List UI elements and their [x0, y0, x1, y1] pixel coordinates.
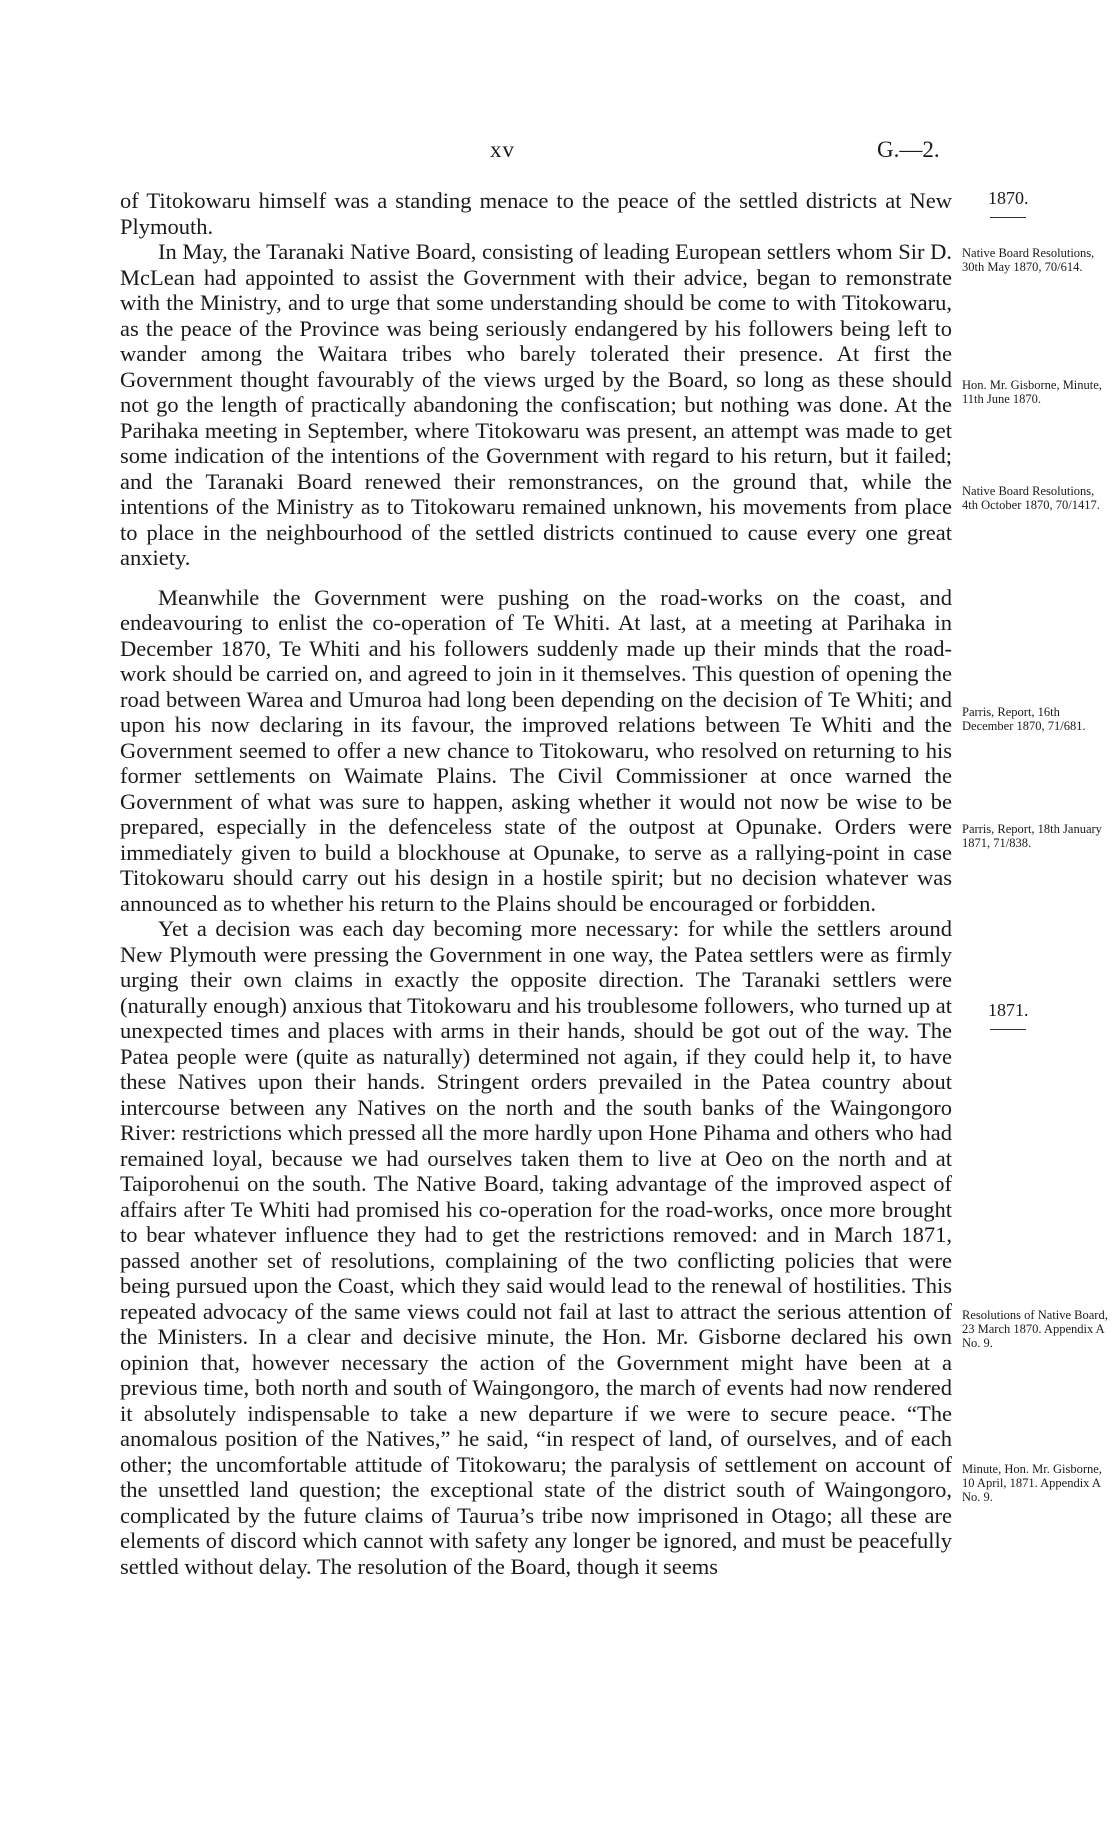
page-number: xv: [490, 137, 515, 162]
paragraph: Yet a decision was each day becoming more necessary: for while the settlers around New Plymouth were pressing the Government in one way, the Patea settlers were as firmly urging their own claims in exactly the opposite direction. The Taranaki settlers were (naturally enough) anxious that Titokowaru and his troublesome followers, who turned up at unexpected times and places with arms in their hands, should be got out of the way. The Patea people were (quite as naturally) determined not again, if they could help it, to have these Natives upon their hands. Stringent orders prevailed in the Patea country about intercourse between any Natives on the north and the south banks of the Waingongoro River: restrictions which pressed all the more hardly upon Hone Pihama and others who had remained loyal, because we had ourselves taken them to live at Oeo on the north and at Taiporohenui on the south. The Native Board, taking advantage of the improved aspect of affairs after Te Whiti had promised his co-operation for the road-works, once more brought to bear whatever influence they had to get the restrictions removed: and in March 1871, passed another set of resolutions, complaining of the two conflicting policies that were being pursued upon the Coast, which they said would lead to the renewal of hostilities. This repeated advocacy of the same views could not fail at last to attract the serious attention of the Ministers. In a clear and decisive minute, the Hon. Mr. Gisborne declared his own opinion that, however necessary the action of the Government might have been at a previous time, both north and south of Waingongoro, the march of events had now rendered it absolutely indispensable to take a new departure if we were to secure peace. “The anomalous position of the Natives,” he said, “in respect of land, of ourselves, and of each other; the uncomfortable attitude of Titokowaru; the paralysis of settlement on account of the unsettled land question; the exceptional state of the district south of Waingongoro, complicated by the future claims of Taurua’s tribe now imprisoned in Otago; all these are elements of discord which cannot with safety any longer be ignored, and must be peacefully settled without delay. The resolution of the Board, though it seems: [120, 916, 952, 1579]
side-note: Parris, Report, 18th January 1871, 71/838.: [962, 822, 1102, 850]
side-note: Resolutions of Native Board, 23 March 1870. Appendix A No. 9.: [962, 1308, 1108, 1350]
document-code: G.—2.: [877, 137, 940, 162]
margin-year: [988, 188, 1029, 218]
year-rule: [990, 217, 1026, 218]
side-note: Hon. Mr. Gisborne, Minute, 11th June 1870.: [962, 378, 1102, 406]
page-header: [0, 137, 1114, 167]
year-label: 1871.: [988, 1000, 1029, 1020]
year-label: 1870.: [988, 188, 1029, 208]
paragraph: In May, the Taranaki Native Board, consisting of leading European settlers whom Sir D. McLean had appointed to assist the Government with their advice, began to remonstrate with the Ministry, and to urge that some understanding should be come to with Titokowaru, as the peace of the Province was being seriously endangered by his followers being left to wander among the Waitara tribes who barely tolerated their presence. At first the Government thought favourably of the views urged by the Board, so long as these should not go the length of practically abandoning the confiscation; but nothing was done. At the Parihaka meeting in September, where Titokowaru was present, an attempt was made to get some indication of the intentions of the Government with regard to his return, but it failed; and the Taranaki Board renewed their remonstrances, on the ground that, while the intentions of the Ministry as to Titokowaru remained unknown, his movements from place to place in the neighbourhood of the settled districts continued to cause every one great anxiety.: [120, 239, 952, 570]
side-note: Native Board Resolutions, 4th October 1870, 70/1417.: [962, 484, 1100, 512]
body-text: [120, 188, 952, 1579]
side-note: Parris, Report, 16th December 1870, 71/681.: [962, 705, 1086, 733]
paragraph: of Titokowaru himself was a standing menace to the peace of the settled districts at New Plymouth.: [120, 188, 952, 239]
margin-year: [988, 1000, 1029, 1030]
paragraph: Meanwhile the Government were pushing on the road-works on the coast, and endeavouring to enlist the co-operation of Te Whiti. At last, at a meeting at Parihaka in December 1870, Te Whiti and his followers suddenly made up their minds that the road-work should be carried on, and agreed to join in it themselves. This question of opening the road between Warea and Umuroa had long been depending on the decision of Te Whiti; and upon his now declaring in its favour, the improved relations between Te Whiti and the Government seemed to offer a new chance to Titokowaru, who resolved on returning to his former settlements on Waimate Plains. The Civil Commissioner at once warned the Government of what was sure to happen, asking whether it would not now be wise to be prepared, especially in the defenceless state of the outpost at Opunake. Orders were immediately given to build a blockhouse at Opunake, to serve as a rallying-point in case Titokowaru should carry out his design in a hostile spirit; but no decision whatever was announced as to whether his return to the Plains should be encouraged or forbidden.: [120, 584, 952, 916]
side-note: Minute, Hon. Mr. Gisborne, 10 April, 1871. Appendix A No. 9.: [962, 1462, 1102, 1504]
year-rule: [990, 1029, 1026, 1030]
side-note: Native Board Resolutions, 30th May 1870, 70/614.: [962, 246, 1095, 274]
